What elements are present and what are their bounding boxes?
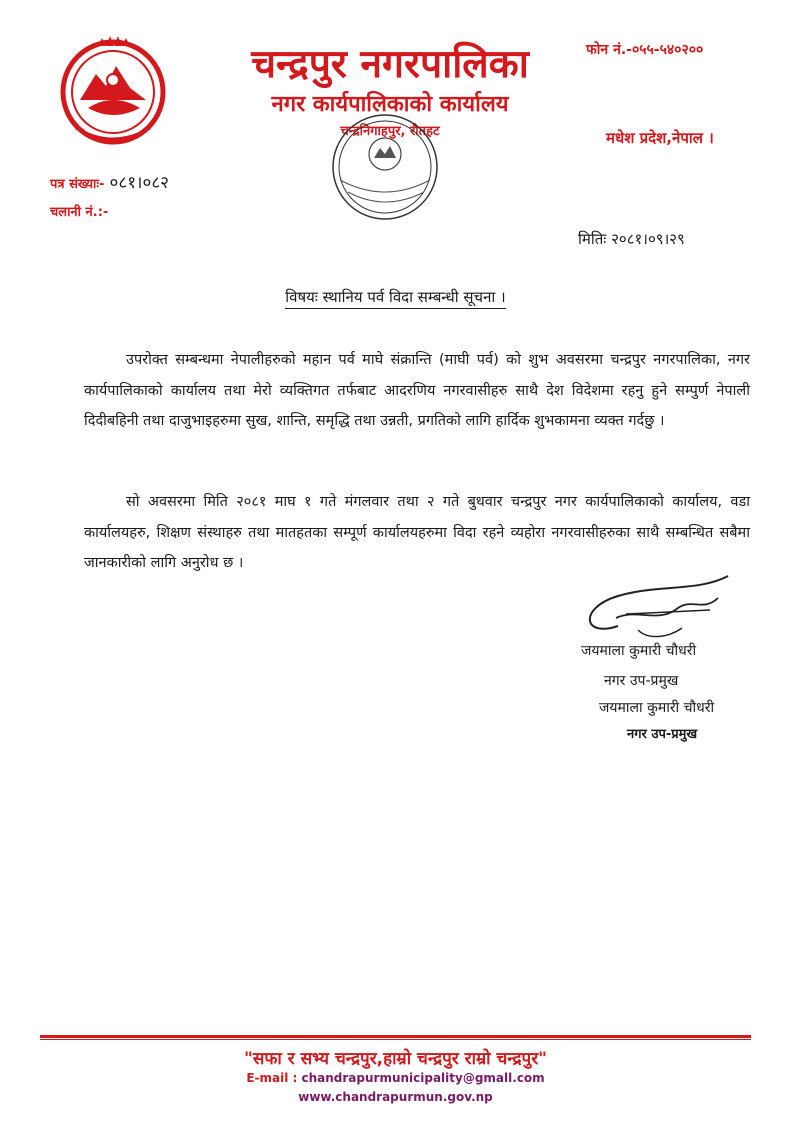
signer-name-handwritten: जयमाला कुमारी चौधरी — [581, 643, 697, 659]
patra-value: ०८१।०८२ — [109, 173, 169, 193]
subject-line — [0, 287, 791, 307]
chalani-label: चलानी नं.:- — [50, 205, 109, 220]
footer-divider — [40, 1035, 751, 1038]
email-label: E-mail : — [246, 1071, 298, 1085]
signer-title-handwritten: नगर उप-प्रमुख — [604, 673, 679, 689]
body-paragraph-1: उपरोक्त सम्बन्धमा नेपालीहरुको महान पर्व माघे संक्रान्ति (माघी पर्व) को शुभ अवसरमा चन्द्रपुर नगरपालिका, नगर कार्यपालिकाको कार्यालय तथा मेरो व्यक्तिगत तर्फबाट आदरणिय नगरवासीहरु साथै देश विदेशमा रहनु हुने सम्पुर्ण नेपाली दिदीबहिनी तथा दाजुभाइहरुमा सुख, शान्ति, समृद्धि तथा उन्नती, प्रगतिको लागि हार्दिक शुभकामना व्यक्त गर्दछु । — [84, 352, 750, 429]
municipality-emblem-logo — [58, 30, 168, 150]
footer-website[interactable]: www.chandrapurmun.gov.np — [298, 1090, 493, 1104]
official-stamp — [320, 108, 450, 226]
signer-title-stamp: नगर उप-प्रमुख — [627, 727, 698, 742]
office-address: चन्द्रनिगाहपुर, रौतहट — [340, 124, 440, 139]
body-paragraph-2: सो अवसरमा मिति २०८१ माघ १ गते मंगलवार तथा २ गते बुधवार चन्द्रपुर नगर कार्यपालिकाको कार्यालय, वडा कार्यालयहरु, शिक्षण संस्थाहरु तथा मातहतका सम्पूर्ण कार्यालयहरुमा विदा रहने व्यहोरा नगरवासीहरुका साथै सम्बन्धित सबैमा जानकारीको लागि अनुरोध छ । — [84, 494, 750, 571]
office-subtitle: नगर कार्यपालिकाको कार्यालय — [271, 92, 509, 117]
phone-number: फोन नं.-०५५-५४०२०० — [586, 42, 704, 58]
footer-divider-thin — [40, 1039, 751, 1040]
subject-text: विषयः स्थानिय पर्व विदा सम्बन्धी सूचना । — [285, 288, 506, 309]
email-address[interactable]: chandrapurmunicipality@gmall.com — [301, 1071, 545, 1085]
patra-label: पत्र संख्याः- — [50, 177, 105, 192]
footer-email-line — [0, 1071, 791, 1085]
signer-name-stamp: जयमाला कुमारी चौधरी — [599, 700, 715, 716]
reference-chalani — [50, 201, 108, 220]
reference-patra — [50, 170, 169, 193]
letter-date: मितिः २०८१।०९।२९ — [578, 230, 685, 248]
province-country: मधेश प्रदेश,नेपाल । — [606, 129, 714, 147]
footer-slogan: "सफा र सभ्य चन्द्रपुर,हाम्रो चन्द्रपुर राम्रो चन्द्रपुर" — [243, 1049, 548, 1069]
handwritten-signature — [578, 568, 738, 652]
municipality-title: चन्द्रपुर नगरपालिका — [251, 42, 529, 87]
